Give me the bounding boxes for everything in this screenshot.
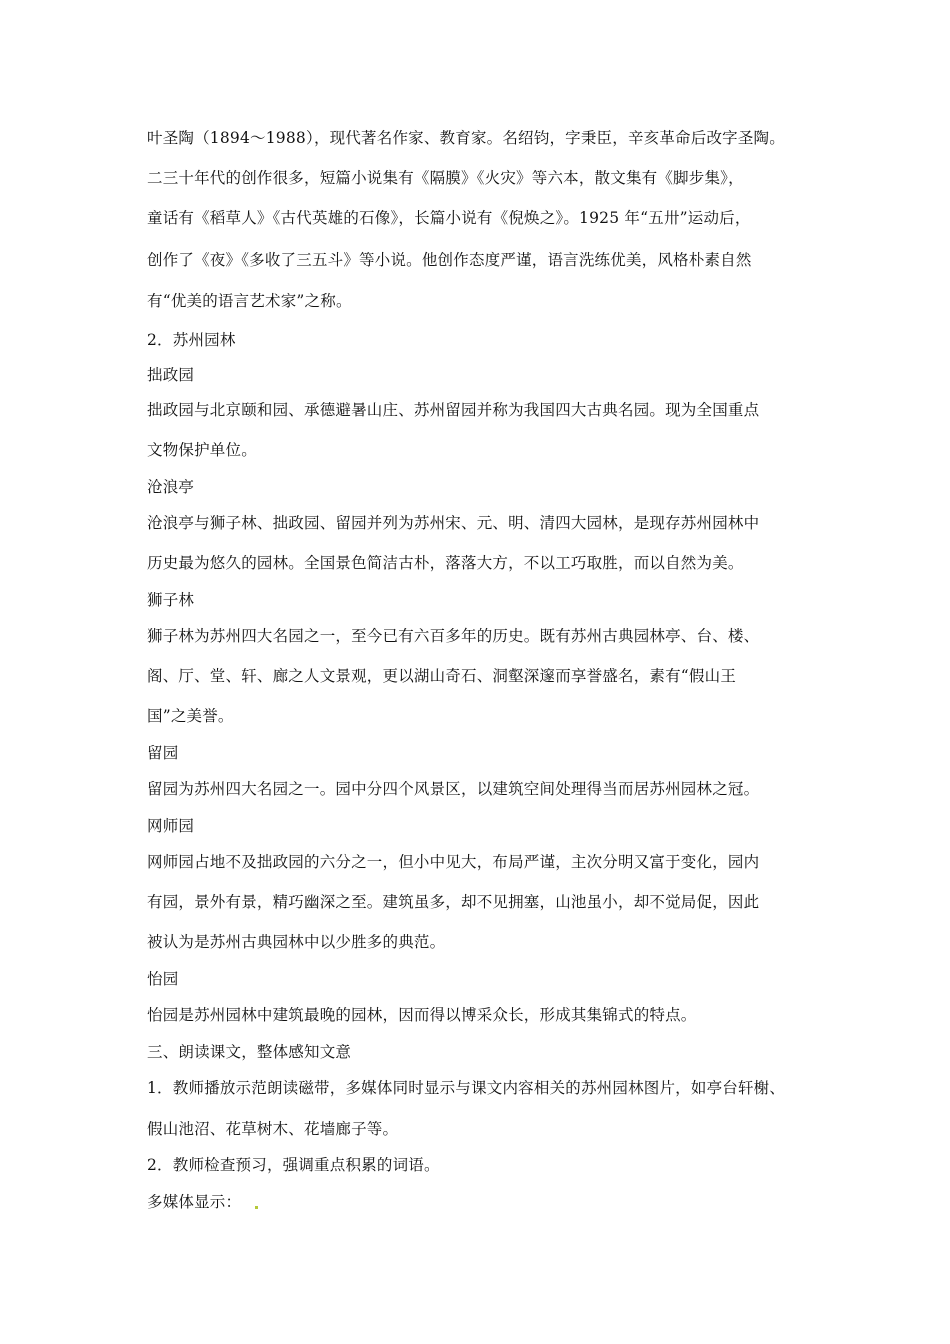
marker-dot [255, 1206, 258, 1209]
text-line: 怡园是苏州园林中建筑最晚的园林，因而得以博采众长，形成其集锦式的特点。 [147, 1006, 697, 1024]
subheading-liuyuan: 留园 [147, 744, 179, 762]
multimedia-line [147, 1192, 258, 1212]
section-heading: 2．苏州园林 [147, 331, 236, 349]
subheading-zhuozheng: 拙政园 [147, 366, 195, 384]
text-line: 二三十年代的创作很多，短篇小说集有《隔膜》《火灾》等六本，散文集有《脚步集》， [147, 169, 744, 187]
text-line: 2．教师检查预习，强调重点积累的词语。 [147, 1156, 440, 1174]
text-line: 国”之美誉。 [147, 707, 234, 725]
text-line: 童话有《稻草人》《古代英雄的石像》，长篇小说有《倪焕之》。1925 年“五卅”运动后， [147, 209, 751, 227]
text-line: 留园为苏州四大名园之一。园中分四个风景区，以建筑空间处理得当而居苏州园林之冠。 [147, 780, 760, 798]
subheading-yiyuan: 怡园 [147, 970, 179, 988]
subheading-canglang: 沧浪亭 [147, 478, 195, 496]
text-line: 有“优美的语言艺术家”之称。 [147, 292, 352, 310]
text-line: 历史最为悠久的园林。全国景色简洁古朴，落落大方，不以工巧取胜，而以自然为美。 [147, 554, 744, 572]
text-line: 假山池沼、花草树木、花墙廊子等。 [147, 1120, 399, 1138]
text-line: 创作了《夜》《多收了三五斗》等小说。他创作态度严谨，语言洗练优美，风格朴素自然 [147, 251, 752, 269]
multimedia-label: 多媒体显示： [147, 1193, 242, 1211]
text-line: 有园，景外有景，精巧幽深之至。建筑虽多，却不见拥塞，山池虽小，却不觉局促，因此 [147, 893, 760, 911]
subheading-wangshi: 网师园 [147, 817, 195, 835]
text-line: 拙政园与北京颐和园、承德避暑山庄、苏州留园并称为我国四大古典名园。现为全国重点 [147, 401, 760, 419]
text-line: 沧浪亭与狮子林、拙政园、留园并列为苏州宋、元、明、清四大园林，是现存苏州园林中 [147, 514, 760, 532]
text-line: 网师园占地不及拙政园的六分之一，但小中见大，布局严谨，主次分明又富于变化，园内 [147, 853, 760, 871]
text-line: 被认为是苏州古典园林中以少胜多的典范。 [147, 933, 446, 951]
section-heading: 三、朗读课文，整体感知文意 [147, 1043, 352, 1061]
text-line: 阁、厅、堂、轩、廊之人文景观，更以湖山奇石、洞壑深邃而享誉盛名，素有“假山王 [147, 667, 737, 685]
text-line: 文物保护单位。 [147, 441, 257, 459]
subheading-shizilin: 狮子林 [147, 591, 195, 609]
text-line: 1．教师播放示范朗读磁带，多媒体同时显示与课文内容相关的苏州园林图片，如亭台轩榭、 [147, 1079, 786, 1097]
text-line: 叶圣陶（1894～1988），现代著名作家、教育家。名绍钧，字秉臣，辛亥革命后改字圣陶。 [147, 129, 785, 147]
text-line: 狮子林为苏州四大名园之一，至今已有六百多年的历史。既有苏州古典园林亭、台、楼、 [147, 627, 760, 645]
